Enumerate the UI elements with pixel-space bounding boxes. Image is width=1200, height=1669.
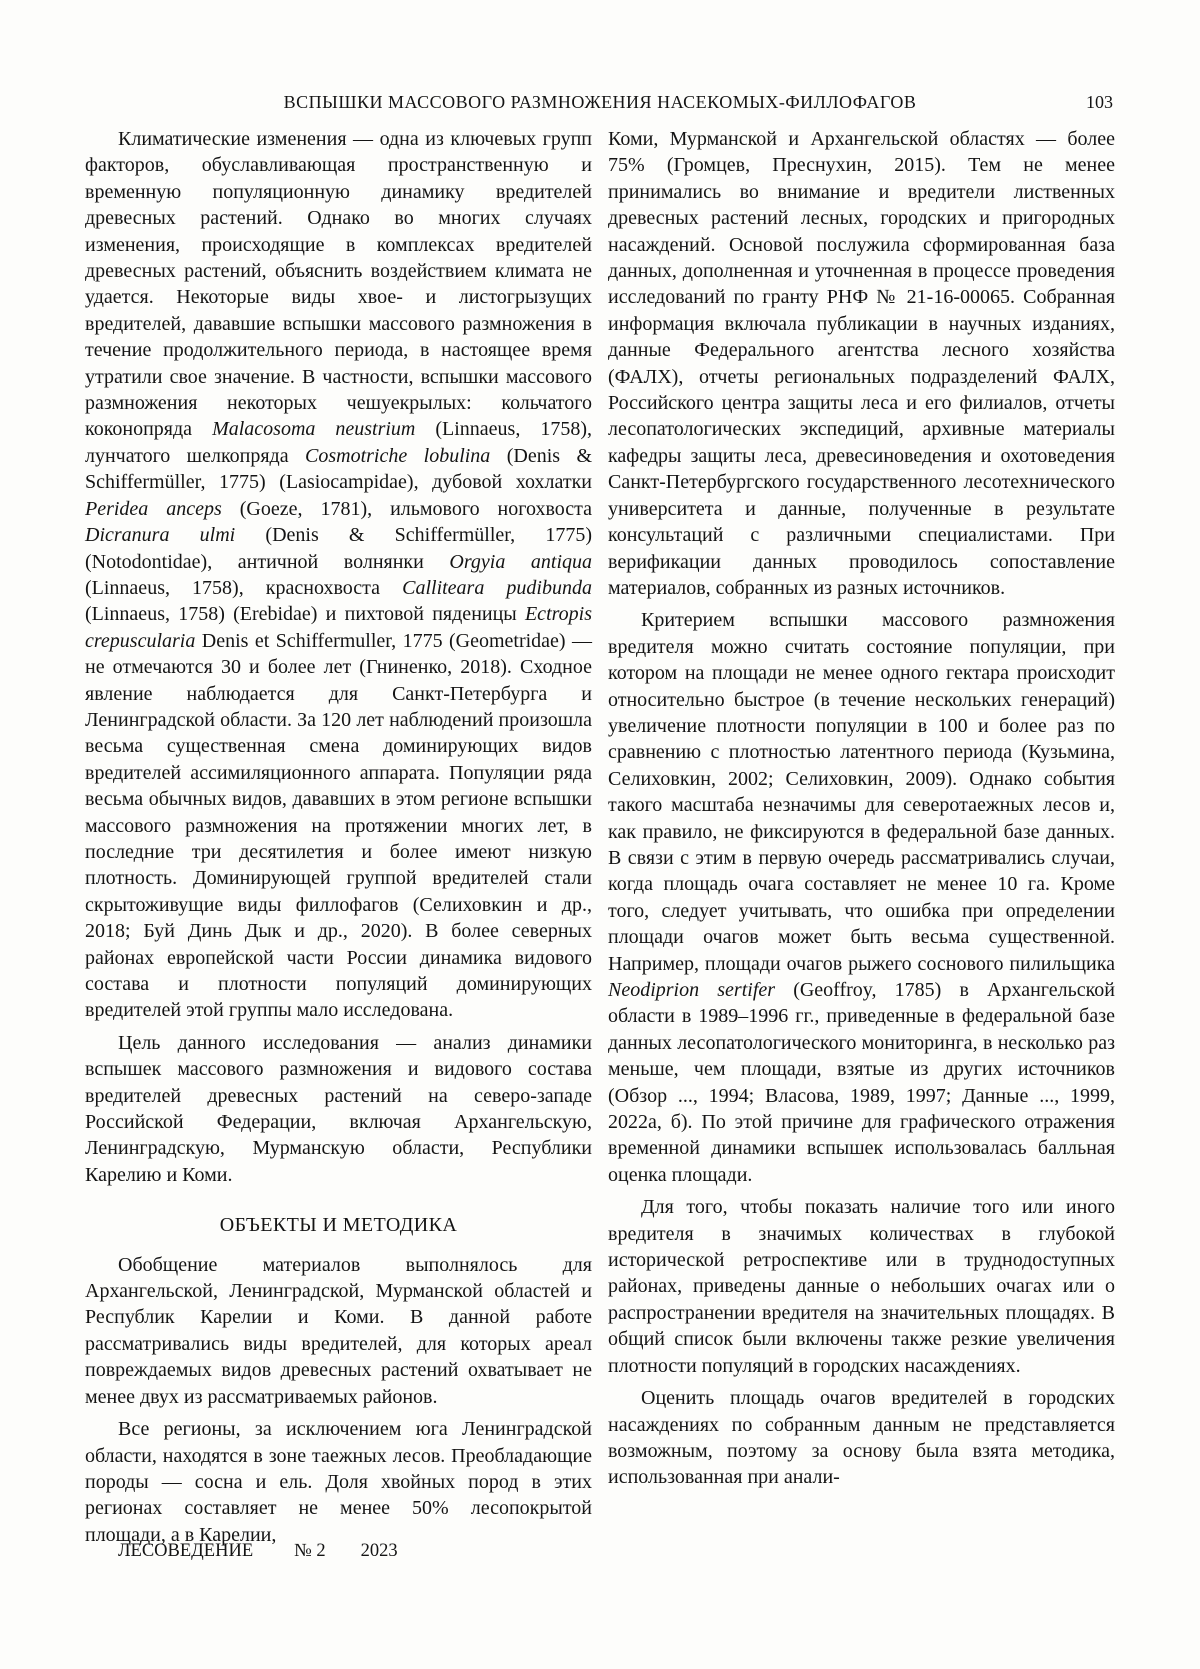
text-run: Denis et Schiffermuller, 1775 (Geometridae) — не отмечаются 30 и более лет (Гниненко, 2018). Сходное явление наблюдается для Санкт-Петербурга и Ленинградской области. За 120 лет наблюдений произошла весьма существенная смена доминирующих видов вредителей ассимиляционного аппарата. Популяции ряда весьма обычных видов, дававших в этом регионе вспышки массового размножения на протяжении многих лет, в последние три десятилетия и более имеют низкую плотность. Доминирующей группой вредителей стали скрытоживущие виды филлофагов (Селиховкин и др., 2018; Буй Динь Дык и др., 2020). В более северных районах европейской части России динамика видового состава и плотности популяций доминирующих вредителей этой группы мало исследована.: [85, 629, 592, 1022]
issue-number: № 2: [294, 1541, 326, 1561]
paragraph: [85, 1416, 592, 1548]
footer: [118, 1541, 398, 1562]
species-name: Orgyia antiqua: [449, 550, 592, 573]
column-right: [608, 126, 1115, 1497]
text-run: Критерием вспышки массового размножения вредителя можно считать состояние популяции, при котором на площади не менее одного гектара происходит относительно быстрое (в течение нескольких генераций) увеличение плотности популяции в 100 и более раз по сравнению с плотностью латентного периода (Кузьмина, Селиховкин, 2002; Селиховкин, 2009). Однако события такого масштаба незначимы для северотаежных лесов и, как правило, не фиксируются в федеральной базе данных. В связи с этим в первую очередь рассматривались случаи, когда площадь очага составляет не менее 10 га. Кроме того, следует учитывать, что ошибка при определении площади очагов может быть весьма существенной. Например, площади очагов рыжего соснового пилильщика: [608, 609, 1115, 975]
species-name: Cosmotriche lobulina: [305, 444, 491, 467]
species-name: Malacosoma neustrium: [212, 418, 416, 441]
species-name: Calliteara pudibunda: [402, 576, 592, 599]
page-number: 103: [1086, 92, 1113, 112]
running-title: ВСПЫШКИ МАССОВОГО РАЗМНОЖЕНИЯ НАСЕКОМЫХ-ФИЛЛОФАГОВ: [283, 92, 917, 112]
text-run: Климатические изменения — одна из ключевых групп факторов, обуславливающая пространственную и временную популяционную динамику вредителей древесных растений. Однако во многих случаях изменения, происходящие в комплексах вредителей древесных растений, объяснить воздействием климата не удается. Некоторые виды хвое- и листогрызущих вредителей, дававшие вспышки массового размножения в течение продолжительного периода, в настоящее время утратили свое значение. В частности, вспышки массового размножения некоторых чешуекрылых: кольчатого коконопряда: [85, 128, 592, 441]
text-run: Обобщение материалов выполнялось для Архангельской, Ленинградской, Мурманской областей и Республик Карелии и Коми. В данной работе рассматривались виды вредителей, для которых ареал повреждаемых видов древесных растений охватывает не менее двух из рассматриваемых районов.: [85, 1253, 592, 1408]
text-run: Оценить площадь очагов вредителей в городских насаждениях по собранным данным не представляется возможным, поэтому за основу была взята методика, использованная при анали-: [608, 1387, 1115, 1489]
species-name: Peridea anceps: [85, 497, 222, 520]
publication-year: 2023: [360, 1541, 398, 1561]
text-run: Все регионы, за исключением юга Ленинградской области, находятся в зоне таежных лесов. Преобладающие породы — сосна и ель. Доля хвойных пород в этих регионах составляет не менее 50% лесопокрытой площади, а в Карелии,: [85, 1418, 592, 1546]
text-run: (Goeze, 1781), ильмового ногохвоста: [221, 497, 592, 520]
journal-name: ЛЕСОВЕДЕНИЕ: [118, 1541, 254, 1561]
text-run: Коми, Мурманской и Архангельской областях — более 75% (Громцев, Преснухин, 2015). Тем не менее принимались во внимание и вредители лиственных древесных растений лесных, городских и пригородных насаждений. Основой послужила сформированная база данных, дополненная и уточненная в процессе проведения исследований по гранту РНФ № 21-16-00065. Собранная информация включала публикации в научных изданиях, данные Федерального агентства лесного хозяйства (ФАЛХ), отчеты региональных подразделений ФАЛХ, Российского центра защиты леса и его филиалов, отчеты лесопатологических экспедиций, архивные материалы кафедры защиты леса, древесиноведения и охотоведения Санкт-Петербургского государственного лесотехнического университета и данные, полученные в результате консультаций с различными специалистами. При верификации данных проводилось сопоставление материалов, собранных из разных источников.: [608, 128, 1115, 599]
text-run: (Linnaeus, 1758), лунчатого шелкопряда: [85, 418, 592, 467]
text-run: Цель данного исследования — анализ динамики вспышек массового размножения и видового состава вредителей древесных растений на северо-западе Российской Федерации, включая Архангельскую, Ленинградскую, Мурманскую области, Республики Карелию и Коми.: [85, 1031, 592, 1186]
text-run: (Linnaeus, 1758), краснохвоста: [85, 576, 403, 599]
paragraph: [85, 126, 592, 1024]
running-head: [85, 92, 1115, 118]
paragraph: [608, 126, 1115, 601]
paragraph: [85, 1252, 592, 1410]
paragraph: [608, 1194, 1115, 1379]
section-heading: ОБЪЕКТЫ И МЕТОДИКА: [219, 1214, 458, 1237]
text-run: (Linnaeus, 1758) (Erebidae) и пихтовой пяденицы: [85, 603, 525, 626]
species-name: Neodiprion sertifer: [608, 979, 776, 1001]
column-left: [85, 126, 592, 1554]
species-name: Ectropis crepuscularia: [85, 603, 592, 652]
species-name: Dicranura ulmi: [85, 524, 236, 547]
text-run: (Denis & Schiffermüller, 1775) (Notodontidae), античной волнянки: [85, 524, 592, 573]
paragraph: [85, 1030, 592, 1188]
text-run: (Geoffroy, 1785) в Архангельской области в 1989–1996 гг., приведенные в федеральной базе данных лесопатологического мониторинга, в несколько раз меньше, чем площади, взятые из других источников (Обзор ..., 1994; Власова, 1989, 1997; Данные ..., 1999, 2022а, б). По этой причине для графического отражения временной динамики вспышек использовалась балльная оценка площади.: [608, 979, 1115, 1186]
text-run: (Denis & Schiffermüller, 1775) (Lasiocampidae), дубовой хохлатки: [85, 444, 592, 494]
paragraph: [608, 1385, 1115, 1491]
text-run: Для того, чтобы показать наличие того или иного вредителя в значимых количествах в глубокой исторической ретроспективе или в труднодоступных районах, приведены данные о небольших очагах или о распространении вредителя на значительных площадях. В общий список были включены также резкие увеличения плотности популяций в городских насаждениях.: [608, 1196, 1115, 1377]
paragraph: [608, 607, 1115, 1188]
text-columns: [85, 126, 1115, 1554]
